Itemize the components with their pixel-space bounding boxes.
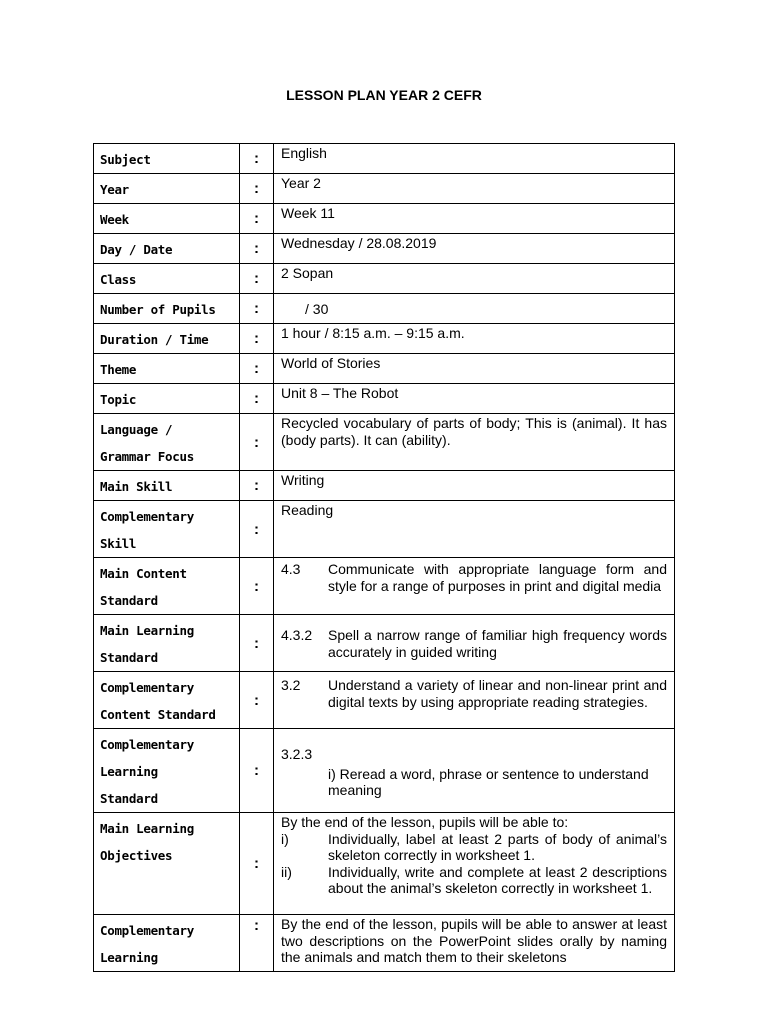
row-label-duration: Duration / Time bbox=[94, 324, 240, 354]
standard-number: 4.3 bbox=[281, 561, 301, 577]
row-colon: : bbox=[240, 414, 274, 471]
row-value-topic: Unit 8 – The Robot bbox=[274, 384, 675, 414]
row-value-main-objectives bbox=[274, 813, 675, 915]
table-row bbox=[94, 234, 675, 264]
row-colon: : bbox=[240, 204, 274, 234]
objectives-intro: By the end of the lesson, pupils will be able to: bbox=[281, 814, 569, 830]
row-colon: : bbox=[240, 672, 274, 729]
row-value-week: Week 11 bbox=[274, 204, 675, 234]
label-line: Language / bbox=[100, 422, 173, 437]
standard-number: 3.2 bbox=[281, 677, 301, 693]
label-line: Skill bbox=[100, 536, 137, 551]
row-label-language-focus bbox=[94, 414, 240, 471]
row-value-pupils bbox=[274, 294, 675, 324]
label-line: Learning bbox=[100, 950, 158, 965]
table-row bbox=[94, 813, 675, 915]
standard-text: Spell a narrow range of familiar high frequency words accurately in guided writing bbox=[328, 627, 667, 660]
row-label-year: Year bbox=[94, 174, 240, 204]
table-row bbox=[94, 354, 675, 384]
row-label-main-objectives bbox=[94, 813, 240, 915]
row-colon: : bbox=[240, 813, 274, 915]
row-value-main-content bbox=[274, 558, 675, 615]
label-line: Complementary bbox=[100, 737, 194, 752]
objective-text: Individually, write and complete at least 2 descriptions about the animal’s skeleton correctly in worksheet 1. bbox=[328, 863, 667, 896]
row-colon: : bbox=[240, 915, 274, 972]
row-label-theme: Theme bbox=[94, 354, 240, 384]
row-colon: : bbox=[240, 471, 274, 501]
label-line: Grammar Focus bbox=[100, 449, 194, 464]
row-colon: : bbox=[240, 324, 274, 354]
row-label-main-content bbox=[94, 558, 240, 615]
table-row bbox=[94, 414, 675, 471]
row-label-comp-objectives bbox=[94, 915, 240, 972]
standard-text: Understand a variety of linear and non-linear print and digital texts by using appropriate reading strategies. bbox=[328, 677, 667, 710]
row-colon: : bbox=[240, 144, 274, 174]
row-colon: : bbox=[240, 234, 274, 264]
row-label-topic: Topic bbox=[94, 384, 240, 414]
table-row bbox=[94, 672, 675, 729]
standard-item bbox=[281, 673, 667, 710]
row-label-class: Class bbox=[94, 264, 240, 294]
table-row bbox=[94, 294, 675, 324]
objective-number: i) bbox=[281, 830, 289, 847]
table-row bbox=[94, 558, 675, 615]
row-value-subject: English bbox=[274, 144, 675, 174]
label-line: Complementary bbox=[100, 923, 194, 938]
row-label-week: Week bbox=[94, 204, 240, 234]
pupils-count: / 30 bbox=[305, 301, 329, 317]
objective-number: ii) bbox=[281, 863, 292, 880]
row-colon: : bbox=[240, 354, 274, 384]
row-value-year: Year 2 bbox=[274, 174, 675, 204]
row-colon: : bbox=[240, 264, 274, 294]
table-row bbox=[94, 174, 675, 204]
standard-text: Communicate with appropriate language form and style for a range of purposes in print and digital media bbox=[328, 561, 667, 594]
table-row bbox=[94, 729, 675, 813]
standard-number: 4.3.2 bbox=[281, 627, 313, 643]
row-value-language-focus: Recycled vocabulary of parts of body; This is (animal). It has (body parts). It can (ability). bbox=[274, 414, 675, 471]
label-line: Complementary bbox=[100, 509, 194, 524]
row-value-comp-content bbox=[274, 672, 675, 729]
objective-text: Individually, label at least 2 parts of body of animal’s skeleton correctly in worksheet 1. bbox=[328, 830, 667, 863]
row-colon: : bbox=[240, 729, 274, 813]
row-colon: : bbox=[240, 294, 274, 324]
standard-item bbox=[281, 559, 667, 594]
table-row bbox=[94, 324, 675, 354]
standard-number: 3.2.3 bbox=[281, 746, 313, 762]
row-colon: : bbox=[240, 615, 274, 672]
row-value-duration: 1 hour / 8:15 a.m. – 9:15 a.m. bbox=[274, 324, 675, 354]
label-line: Learning bbox=[100, 764, 158, 779]
lesson-plan-table bbox=[93, 143, 675, 972]
label-line: Content Standard bbox=[100, 707, 216, 722]
row-label-comp-skill bbox=[94, 501, 240, 558]
table-row bbox=[94, 144, 675, 174]
table-row bbox=[94, 204, 675, 234]
row-colon: : bbox=[240, 174, 274, 204]
row-label-comp-content bbox=[94, 672, 240, 729]
standard-item bbox=[281, 616, 667, 660]
row-value-theme: World of Stories bbox=[274, 354, 675, 384]
table-row bbox=[94, 915, 675, 972]
table-row bbox=[94, 384, 675, 414]
row-value-class: 2 Sopan bbox=[274, 264, 675, 294]
label-line: Standard bbox=[100, 791, 158, 806]
standard-text: i) Reread a word, phrase or sentence to understand meaning bbox=[328, 765, 649, 798]
row-value-comp-objectives: By the end of the lesson, pupils will be able to answer at least two descriptions on the PowerPoint slides orally by naming the animals and match them to their skeletons bbox=[274, 915, 675, 972]
table-row bbox=[94, 264, 675, 294]
row-label-pupils: Number of Pupils bbox=[94, 294, 240, 324]
row-label-comp-learning-standard bbox=[94, 729, 240, 813]
table-row bbox=[94, 615, 675, 672]
row-colon: : bbox=[240, 501, 274, 558]
label-line: Complementary bbox=[100, 680, 194, 695]
row-value-comp-skill: Reading bbox=[274, 501, 675, 558]
row-value-main-learning bbox=[274, 615, 675, 672]
table-row bbox=[94, 501, 675, 558]
row-label-day-date: Day / Date bbox=[94, 234, 240, 264]
row-label-subject: Subject bbox=[94, 144, 240, 174]
table-row bbox=[94, 471, 675, 501]
label-line: Main Content bbox=[100, 566, 187, 581]
label-line: Main Learning bbox=[100, 821, 194, 836]
row-colon: : bbox=[240, 558, 274, 615]
row-label-main-skill: Main Skill bbox=[94, 471, 240, 501]
objective-item bbox=[281, 864, 667, 897]
label-line: Objectives bbox=[100, 848, 173, 863]
page-title: LESSON PLAN YEAR 2 CEFR bbox=[286, 87, 482, 103]
row-colon: : bbox=[240, 384, 274, 414]
label-line: Standard bbox=[100, 650, 158, 665]
label-line: Standard bbox=[100, 593, 158, 608]
label-line: Main Learning bbox=[100, 623, 194, 638]
row-label-main-learning bbox=[94, 615, 240, 672]
row-value-comp-learning-standard bbox=[274, 729, 675, 813]
row-value-day-date: Wednesday / 28.08.2019 bbox=[274, 234, 675, 264]
row-value-main-skill: Writing bbox=[274, 471, 675, 501]
objective-item bbox=[281, 831, 667, 864]
